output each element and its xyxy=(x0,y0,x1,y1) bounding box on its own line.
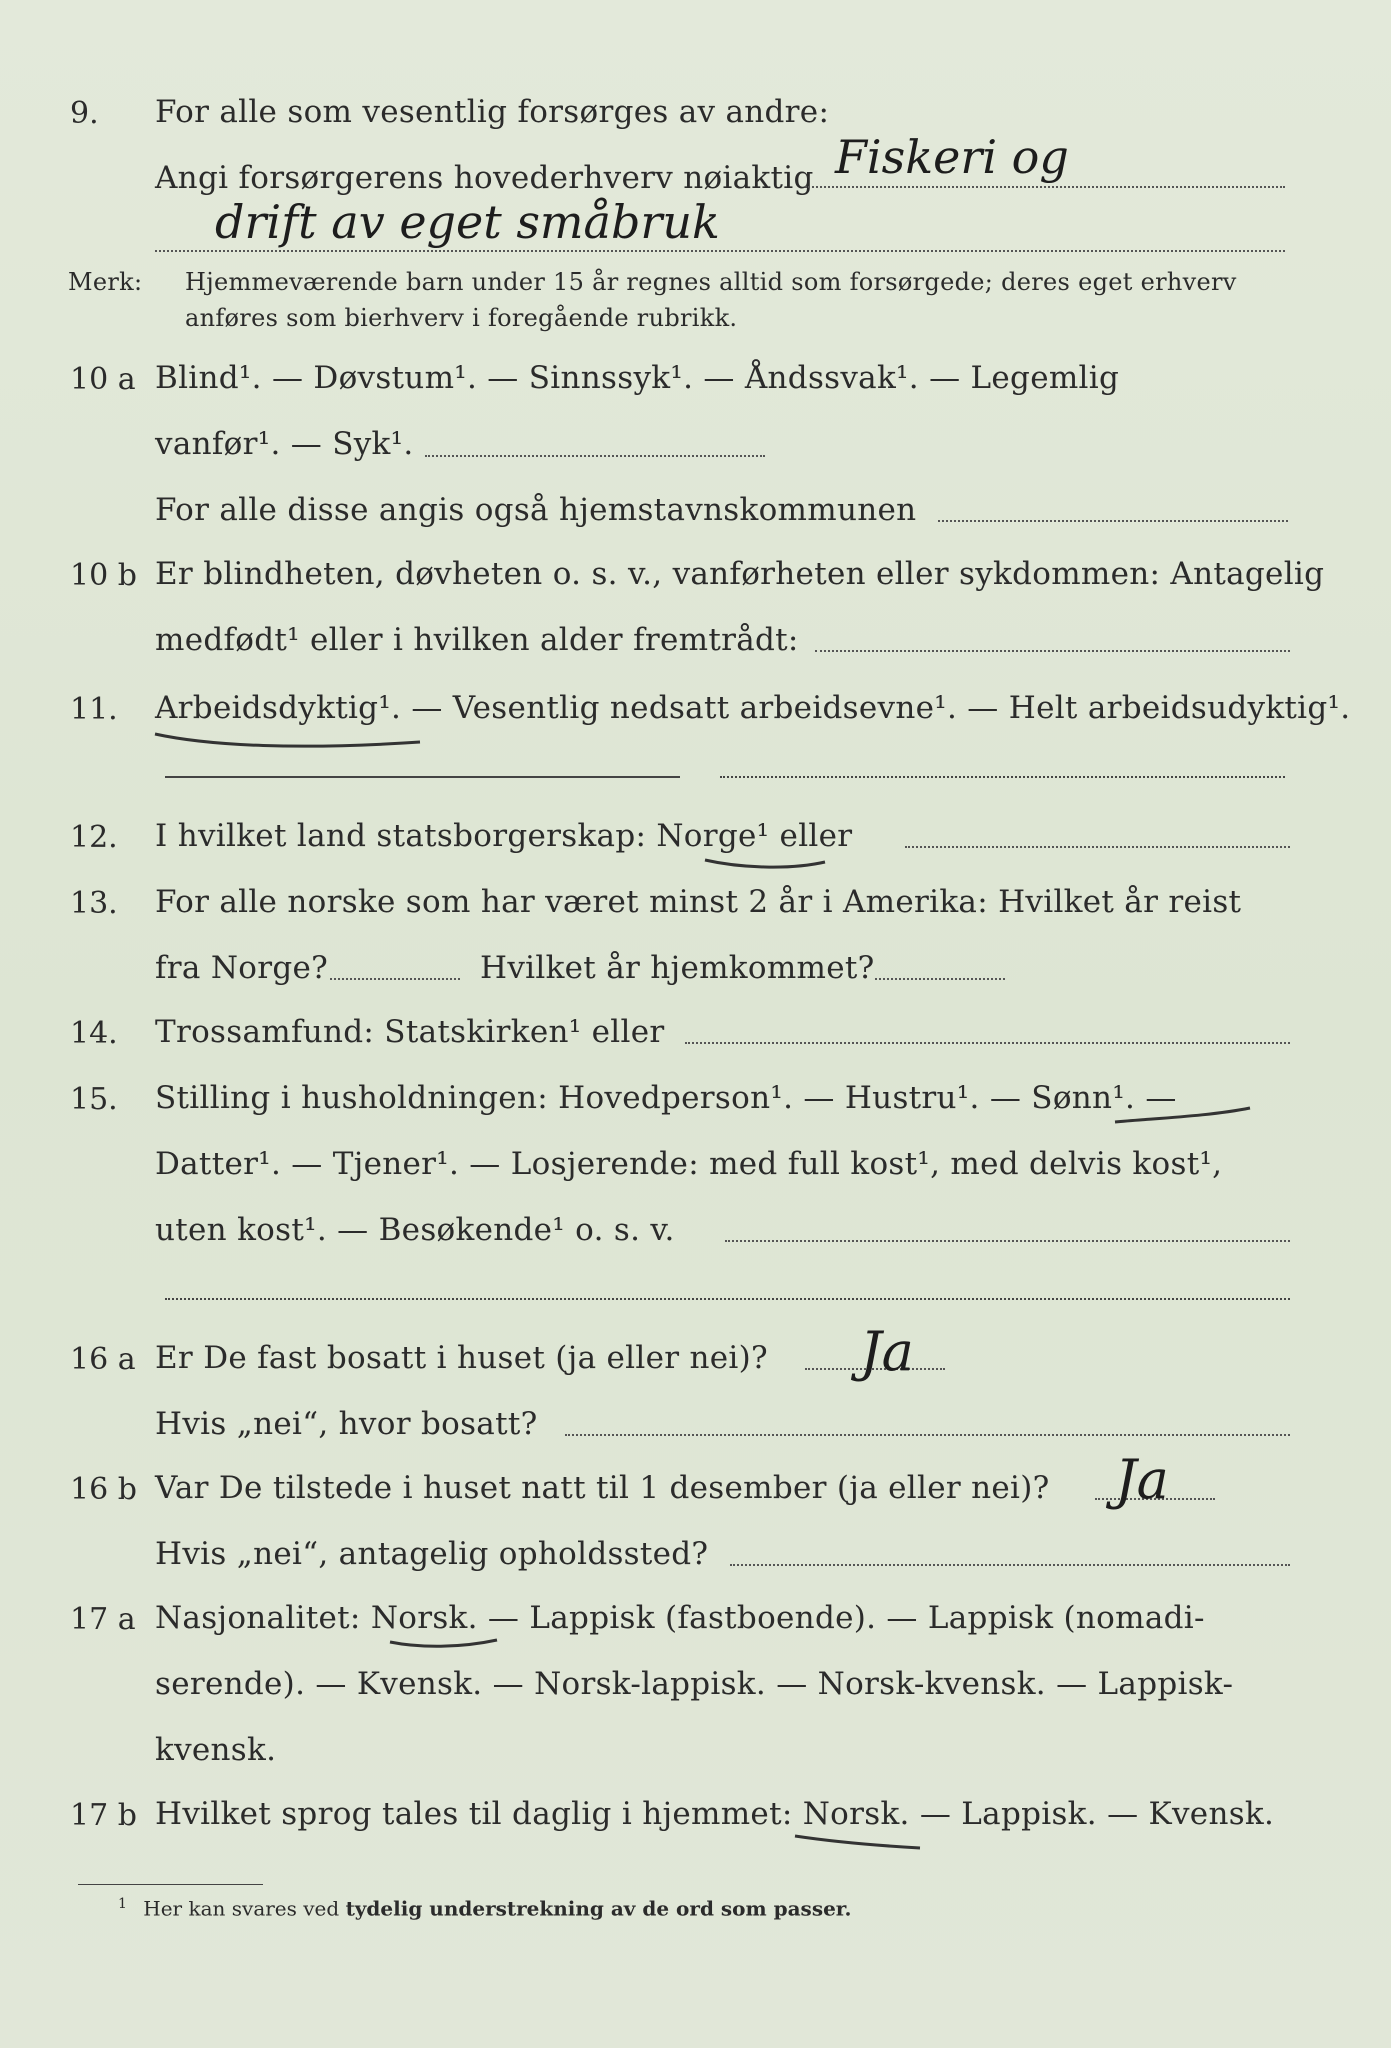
q17a-text-line1: Nasjonalitet: Norsk. — Lappisk (fastboende). — Lappisk (nomadi- xyxy=(155,1600,1205,1636)
q10b-number: 10 b xyxy=(70,558,137,593)
q11-text-line1: Arbeidsdyktig¹. — Vesentlig nedsatt arbeidsevne¹. — Helt arbeidsudyktig¹. xyxy=(155,690,1351,726)
q16b-text-line1: Var De tilstede i huset natt til 1 desember (ja eller nei)? xyxy=(155,1470,1050,1506)
merk-label: Merk: xyxy=(68,268,143,296)
q17a-underline-mark xyxy=(385,1630,505,1660)
q9-text-line1: For alle som vesentlig forsørges av andre: xyxy=(155,94,830,130)
q16a-bosatt-line xyxy=(565,1434,1290,1436)
q10a-answer-line xyxy=(425,455,765,457)
merk-text-line2: anføres som bierhverv i foregående rubrikk. xyxy=(185,304,738,332)
q14-answer-line xyxy=(685,1042,1290,1044)
q13-number: 13. xyxy=(70,886,118,921)
q9-text-line2: Angi forsørgerens hovederhverv nøiaktig xyxy=(155,160,814,196)
footnote xyxy=(118,1896,851,1921)
q9-number: 9. xyxy=(70,96,99,131)
q16b-number: 16 b xyxy=(70,1472,137,1507)
q10a-number: 10 a xyxy=(70,362,136,397)
q15-text-line3: uten kost¹. — Besøkende¹ o. s. v. xyxy=(155,1212,675,1248)
merk-text-line1: Hjemmeværende barn under 15 år regnes alltid som forsørgede; deres eget erhverv xyxy=(185,268,1237,296)
q15-answer-line xyxy=(725,1240,1290,1242)
q11-rule-right xyxy=(720,776,1285,778)
q15-rule xyxy=(165,1298,1290,1300)
footnote-text: Her kan svares ved xyxy=(143,1896,340,1921)
q12-text-line1: I hvilket land statsborgerskap: Norge¹ eller xyxy=(155,818,853,854)
q16a-number: 16 a xyxy=(70,1342,136,1377)
q17a-text-line2: serende). — Kvensk. — Norsk-lappisk. — Norsk-kvensk. — Lappisk- xyxy=(155,1666,1234,1702)
q16a-text-line1: Er De fast bosatt i huset (ja eller nei)? xyxy=(155,1340,768,1376)
q15-text-line1: Stilling i husholdningen: Hovedperson¹. — Hustru¹. — Sønn¹. — xyxy=(155,1080,1177,1116)
q14-text-line1: Trossamfund: Statskirken¹ eller xyxy=(155,1014,665,1050)
q10a-text-line2: vanfør¹. — Syk¹. xyxy=(155,426,414,462)
q11-number: 11. xyxy=(70,692,118,727)
q15-underline-mark xyxy=(1110,1100,1260,1140)
q9-answer-line1 xyxy=(805,186,1285,188)
q16a-text-line2: Hvis „nei“, hvor bosatt? xyxy=(155,1406,538,1442)
footnote-bold-text: tydelig understrekning av de ord som passer. xyxy=(345,1896,852,1921)
q12-answer-line xyxy=(905,846,1290,848)
q12-underline-mark xyxy=(700,850,830,880)
q12-number: 12. xyxy=(70,820,118,855)
q10a-text-line1: Blind¹. — Døvstum¹. — Sinnssyk¹. — Åndssvak¹. — Legemlig xyxy=(155,360,1120,396)
q17b-number: 17 b xyxy=(70,1798,137,1833)
q13-text-line2a: fra Norge? xyxy=(155,950,329,986)
q14-number: 14. xyxy=(70,1016,118,1051)
q11-rule-left xyxy=(165,776,680,778)
q13-reist-line xyxy=(330,978,460,980)
q16b-handwritten-answer: Ja xyxy=(1115,1448,1169,1511)
q15-number: 15. xyxy=(70,1082,118,1117)
q11-underline-mark xyxy=(150,720,440,760)
q10b-text-line2: medfødt¹ eller i hvilken alder fremtrådt: xyxy=(155,622,799,658)
q16b-text-line2: Hvis „nei“, antagelig opholdssted? xyxy=(155,1536,709,1572)
q17b-text-line1: Hvilket sprog tales til daglig i hjemmet: Norsk. — Lappisk. — Kvensk. xyxy=(155,1796,1275,1832)
q9-handwritten-answer2: drift av eget småbruk xyxy=(215,195,720,249)
q13-hjemkommet-line xyxy=(875,978,1005,980)
q9-handwritten-answer1: Fiskeri og xyxy=(835,130,1069,184)
q10b-answer-line xyxy=(815,650,1290,652)
q16a-handwritten-answer: Ja xyxy=(860,1320,914,1383)
q16b-opholdssted-line xyxy=(730,1564,1290,1566)
q9-answer-line2 xyxy=(155,250,1285,252)
q13-text-line1: For alle norske som har været minst 2 år i Amerika: Hvilket år reist xyxy=(155,884,1242,920)
footnote-rule xyxy=(78,1884,263,1885)
q15-text-line2: Datter¹. — Tjener¹. — Losjerende: med full kost¹, med delvis kost¹, xyxy=(155,1146,1223,1182)
q10b-text-line1: Er blindheten, døvheten o. s. v., vanførheten eller sykdommen: Antagelig xyxy=(155,556,1325,592)
q10a-hjemstavn-line xyxy=(938,520,1288,522)
q17a-number: 17 a xyxy=(70,1602,136,1637)
q10a-text-line3: For alle disse angis også hjemstavnskommunen xyxy=(155,492,917,528)
q17b-underline-mark xyxy=(790,1828,930,1858)
q17a-text-line3: kvensk. xyxy=(155,1732,277,1768)
footnote-mark: 1 xyxy=(118,1896,127,1912)
q13-text-line2b: Hvilket år hjemkommet? xyxy=(480,950,875,986)
